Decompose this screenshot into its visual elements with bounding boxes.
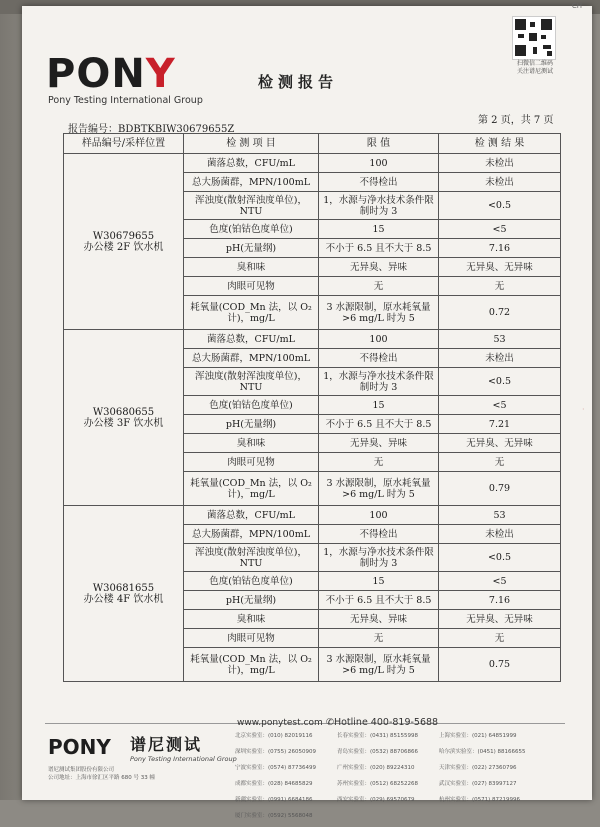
limit-cell: 3 水源限制，原水耗氧量>6 mg/L 时为 5 [319,472,439,506]
item-cell: 总大肠菌群，MPN/100mL [184,173,319,192]
limit-cell: 无异臭、异味 [319,258,439,277]
limit-cell: 15 [319,396,439,415]
qr-caption-line-2: 关注谱尼测试 [516,68,553,75]
lab-contact: 上海实验室：(021) 64851999 [439,733,517,739]
item-cell: 菌落总数，CFU/mL [184,154,319,173]
item-cell: pH(无量纲) [184,591,319,610]
lab-contact: 深圳实验室：(0755) 26050909 [235,749,317,755]
footer-address [48,766,155,782]
footer-url: www.ponytest.com [237,718,323,728]
test-results-table [63,133,561,682]
sample-location: 办公楼 3F 饮水机 [83,417,164,429]
limit-cell: 无异臭、异味 [319,434,439,453]
footer-lab-list [235,731,565,827]
result-cell: <5 [439,572,561,591]
qr-caption-line-1: 扫微信二维码 [516,60,553,67]
result-cell: 未检出 [439,173,561,192]
lab-contact: 宁波实验室：(0574) 87736499 [235,765,317,771]
footer-address-line-2: 公司地址：上海市徐汇区平路 680 号 33 幢 [48,775,155,781]
result-cell: 未检出 [439,154,561,173]
result-cell: 53 [439,330,561,349]
item-cell: 浑浊度(散射浑浊度单位)，NTU [184,192,319,220]
sample-cell [64,330,184,506]
lab-contact: 厦门实验室：(0592) 5568048 [235,813,313,819]
result-cell: 7.16 [439,239,561,258]
table-body [64,154,561,682]
result-cell: 无异臭、无异味 [439,610,561,629]
sample-id: W30680655 [92,406,155,418]
result-cell: 未检出 [439,349,561,368]
lab-contact: 青岛实验室：(0532) 88706866 [337,749,419,755]
corner-code: CH [571,2,582,10]
limit-cell: 100 [319,154,439,173]
lab-contact: 北京实验室：(010) 82019116 [235,733,313,739]
report-number: 报告编号：BDBTKBIW30679655Z [68,124,235,135]
item-cell: 肉眼可见物 [184,629,319,648]
result-cell: <0.5 [439,192,561,220]
result-cell: <0.5 [439,368,561,396]
table-row [64,330,561,349]
header-sample: 样品编号/采样位置 [64,134,184,154]
sample-cell [64,154,184,330]
result-cell: 0.75 [439,648,561,682]
brand-subtitle: Pony Testing International Group [48,95,203,106]
limit-cell: 100 [319,330,439,349]
lab-contact: 长春实验室：(0431) 85155998 [337,733,419,739]
sample-location: 办公楼 2F 饮水机 [83,241,164,253]
result-cell: 0.72 [439,296,561,330]
result-cell: <0.5 [439,544,561,572]
item-cell: 耗氧量(COD_Mn 法，以 O₂ 计)，mg/L [184,648,319,682]
header-limit: 限 值 [319,134,439,154]
lab-contact: 天津实验室：(022) 27360796 [439,765,517,771]
item-cell: 臭和味 [184,610,319,629]
limit-cell: 1，水源与净水技术条件限制时为 3 [319,192,439,220]
item-cell: 色度(铂钴色度单位) [184,396,319,415]
limit-cell: 无 [319,277,439,296]
sample-location: 办公楼 4F 饮水机 [83,593,164,605]
lab-contact: 西安实验室：(029) 69570679 [337,797,415,803]
brand-name-left: PON [46,51,146,97]
result-cell: 53 [439,506,561,525]
table-row [64,506,561,525]
stamp-mark: · [582,405,585,414]
item-cell: 总大肠菌群，MPN/100mL [184,349,319,368]
item-cell: 菌落总数，CFU/mL [184,330,319,349]
limit-cell: 不小于 6.5 且不大于 8.5 [319,415,439,434]
qr-code-icon [512,16,556,60]
result-cell: 无 [439,277,561,296]
lab-contact: 武汉实验室：(027) 83997127 [439,781,517,787]
report-title: 检测报告 [258,73,339,91]
limit-cell: 不得检出 [319,525,439,544]
limit-cell: 100 [319,506,439,525]
sample-id: W30681655 [92,582,155,594]
item-cell: 耗氧量(COD_Mn 法，以 O₂ 计)，mg/L [184,296,319,330]
limit-cell: 15 [319,220,439,239]
lab-contact: 成都实验室：(028) 84685829 [235,781,313,787]
item-cell: pH(无量纲) [184,239,319,258]
result-cell: 0.79 [439,472,561,506]
limit-cell: 不小于 6.5 且不大于 8.5 [319,591,439,610]
limit-cell: 不得检出 [319,349,439,368]
result-cell: 7.16 [439,591,561,610]
item-cell: 浑浊度(散射浑浊度单位)，NTU [184,368,319,396]
result-cell: 未检出 [439,525,561,544]
limit-cell: 3 水源限制，原水耗氧量>6 mg/L 时为 5 [319,648,439,682]
limit-cell: 无 [319,629,439,648]
lab-contact: 苏州实验室：(0512) 68252268 [337,781,419,787]
item-cell: 色度(铂钴色度单位) [184,220,319,239]
lab-contact: 杭州实验室：(0571) 87219996 [439,797,521,803]
footer-company-name: 谱尼测试 [130,735,203,754]
sample-cell [64,506,184,682]
item-cell: 耗氧量(COD_Mn 法，以 O₂ 计)，mg/L [184,472,319,506]
footer-hotline: ✆Hotline 400-819-5688 [326,717,439,728]
item-cell: 臭和味 [184,434,319,453]
item-cell: 浑浊度(散射浑浊度单位)，NTU [184,544,319,572]
limit-cell: 1，水源与净水技术条件限制时为 3 [319,544,439,572]
result-cell: 无 [439,629,561,648]
limit-cell: 无异臭、异味 [319,610,439,629]
limit-cell: 1，水源与净水技术条件限制时为 3 [319,368,439,396]
item-cell: 肉眼可见物 [184,277,319,296]
limit-cell: 15 [319,572,439,591]
item-cell: 肉眼可见物 [184,453,319,472]
result-cell: <5 [439,396,561,415]
header-result: 检 测 结 果 [439,134,561,154]
lab-contact: 新疆实验室：(0991) 6684186 [235,797,313,803]
page-info: 第 2 页，共 7 页 [478,115,554,126]
header-item: 检 测 项 目 [184,134,319,154]
limit-cell: 无 [319,453,439,472]
item-cell: 色度(铂钴色度单位) [184,572,319,591]
limit-cell: 不得检出 [319,173,439,192]
limit-cell: 3 水源限制，原水耗氧量>6 mg/L 时为 5 [319,296,439,330]
result-cell: <5 [439,220,561,239]
item-cell: 菌落总数，CFU/mL [184,506,319,525]
limit-cell: 不小于 6.5 且不大于 8.5 [319,239,439,258]
item-cell: 臭和味 [184,258,319,277]
sample-id: W30679655 [92,230,155,242]
footer-subtitle: Pony Testing International Group [130,755,237,763]
item-cell: 总大肠菌群，MPN/100mL [184,525,319,544]
table-row [64,154,561,173]
qr-caption [500,60,570,76]
footer-logo: PONY [48,735,111,759]
lab-contact: 广州实验室：(020) 89224310 [337,765,415,771]
result-cell: 7.21 [439,415,561,434]
result-cell: 无异臭、无异味 [439,434,561,453]
lab-contact: 哈尔滨实验室：(0451) 88166655 [439,749,526,755]
result-cell: 无 [439,453,561,472]
result-cell: 无异臭、无异味 [439,258,561,277]
brand-logo [46,51,176,97]
item-cell: pH(无量纲) [184,415,319,434]
brand-name-accent: Y [145,51,176,97]
footer-address-line-1: 谱尼测试集团股份有限公司 [48,767,115,773]
